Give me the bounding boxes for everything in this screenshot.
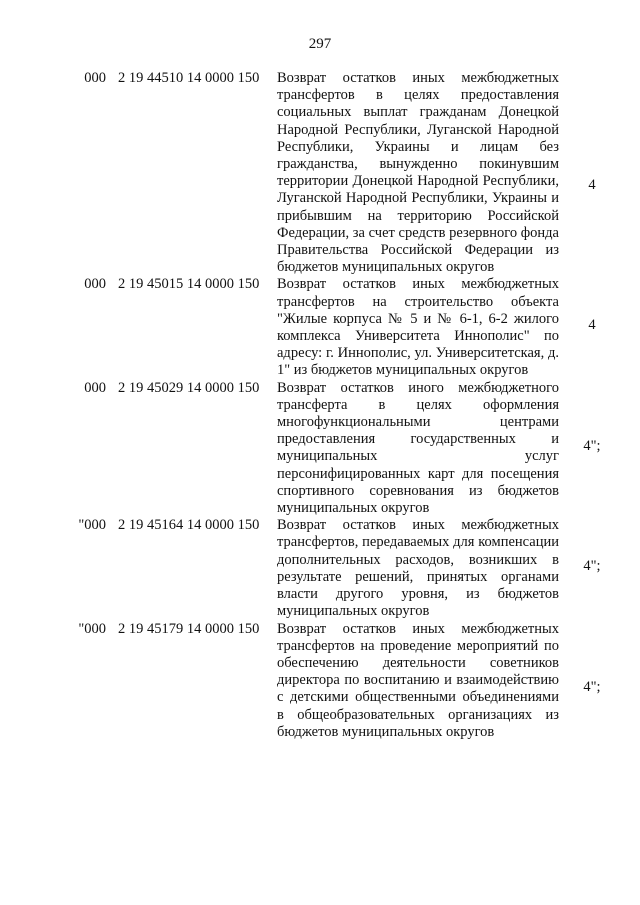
normative-value: 4 [588,317,596,334]
income-description: Возврат остатков иных межбюджетных трансфертов на проведение мероприятий по обеспечению деятельности советников директора по воспитанию и взаимодействию с детскими общественными объединениями в общеобразовательных организациях из бюджетов муниципальных округов [277,620,559,740]
table-row [0,70,640,276]
page-number: 297 [308,36,332,52]
income-description: Возврат остатков иного межбюджетного трансферта в целях оформления многофункциональными центрами предоставления государственных и муниципальных услуг персонифицированных карт для посещения спортивного соревнования из бюджетов муниципальных округов [277,379,559,517]
income-description: Возврат остатков иных межбюджетных трансфертов, передаваемых для компенсации дополнительных расходов, возникших в результате решений, принятых органами власти другого уровня, из бюджетов муниципальных округов [277,517,559,620]
admin-code: "000 [78,517,106,534]
budget-classification-code: 2 19 45015 14 0000 150 [118,276,260,293]
admin-code: 000 [84,379,106,396]
admin-code: "000 [78,620,106,637]
table-row [0,517,640,620]
normative-value: 4"; [583,678,601,695]
budget-classification-code: 2 19 45164 14 0000 150 [118,517,260,534]
table-row [0,276,640,379]
budget-codes-table [0,70,640,741]
budget-classification-code: 2 19 45029 14 0000 150 [118,379,260,396]
normative-value: 4 [588,177,596,193]
budget-classification-code: 2 19 45179 14 0000 150 [118,620,260,637]
normative-value: 4"; [583,558,601,575]
normative-value: 4"; [583,437,601,454]
admin-code: 000 [84,70,106,86]
table-row [0,621,640,741]
budget-classification-code: 2 19 44510 14 0000 150 [118,70,260,86]
income-description: Возврат остатков иных межбюджетных трансфертов на строительство объекта "Жилые корпуса № 5 и № 6-1, 6-2 жилого комплекса Университета Иннополис" по адресу: г. Иннополис, ул. Университетская, д. 1" из бюджетов муниципальных округов [277,276,559,379]
admin-code: 000 [84,276,106,293]
table-row [0,380,640,518]
income-description: Возврат остатков иных межбюджетных трансфертов в целях предоставления социальных выплат гражданам Донецкой Народной Республики, Луганской Народной Республики, Украины и лицам без гражданства, вынужденно покинувшим территории Донецкой Народной Республики, Луганской Народной Республики, Украины и прибывшим на территорию Российской Федерации, за счет средств резервного фонда Правительства Российской Федерации из бюджетов муниципальных округов [277,70,559,276]
